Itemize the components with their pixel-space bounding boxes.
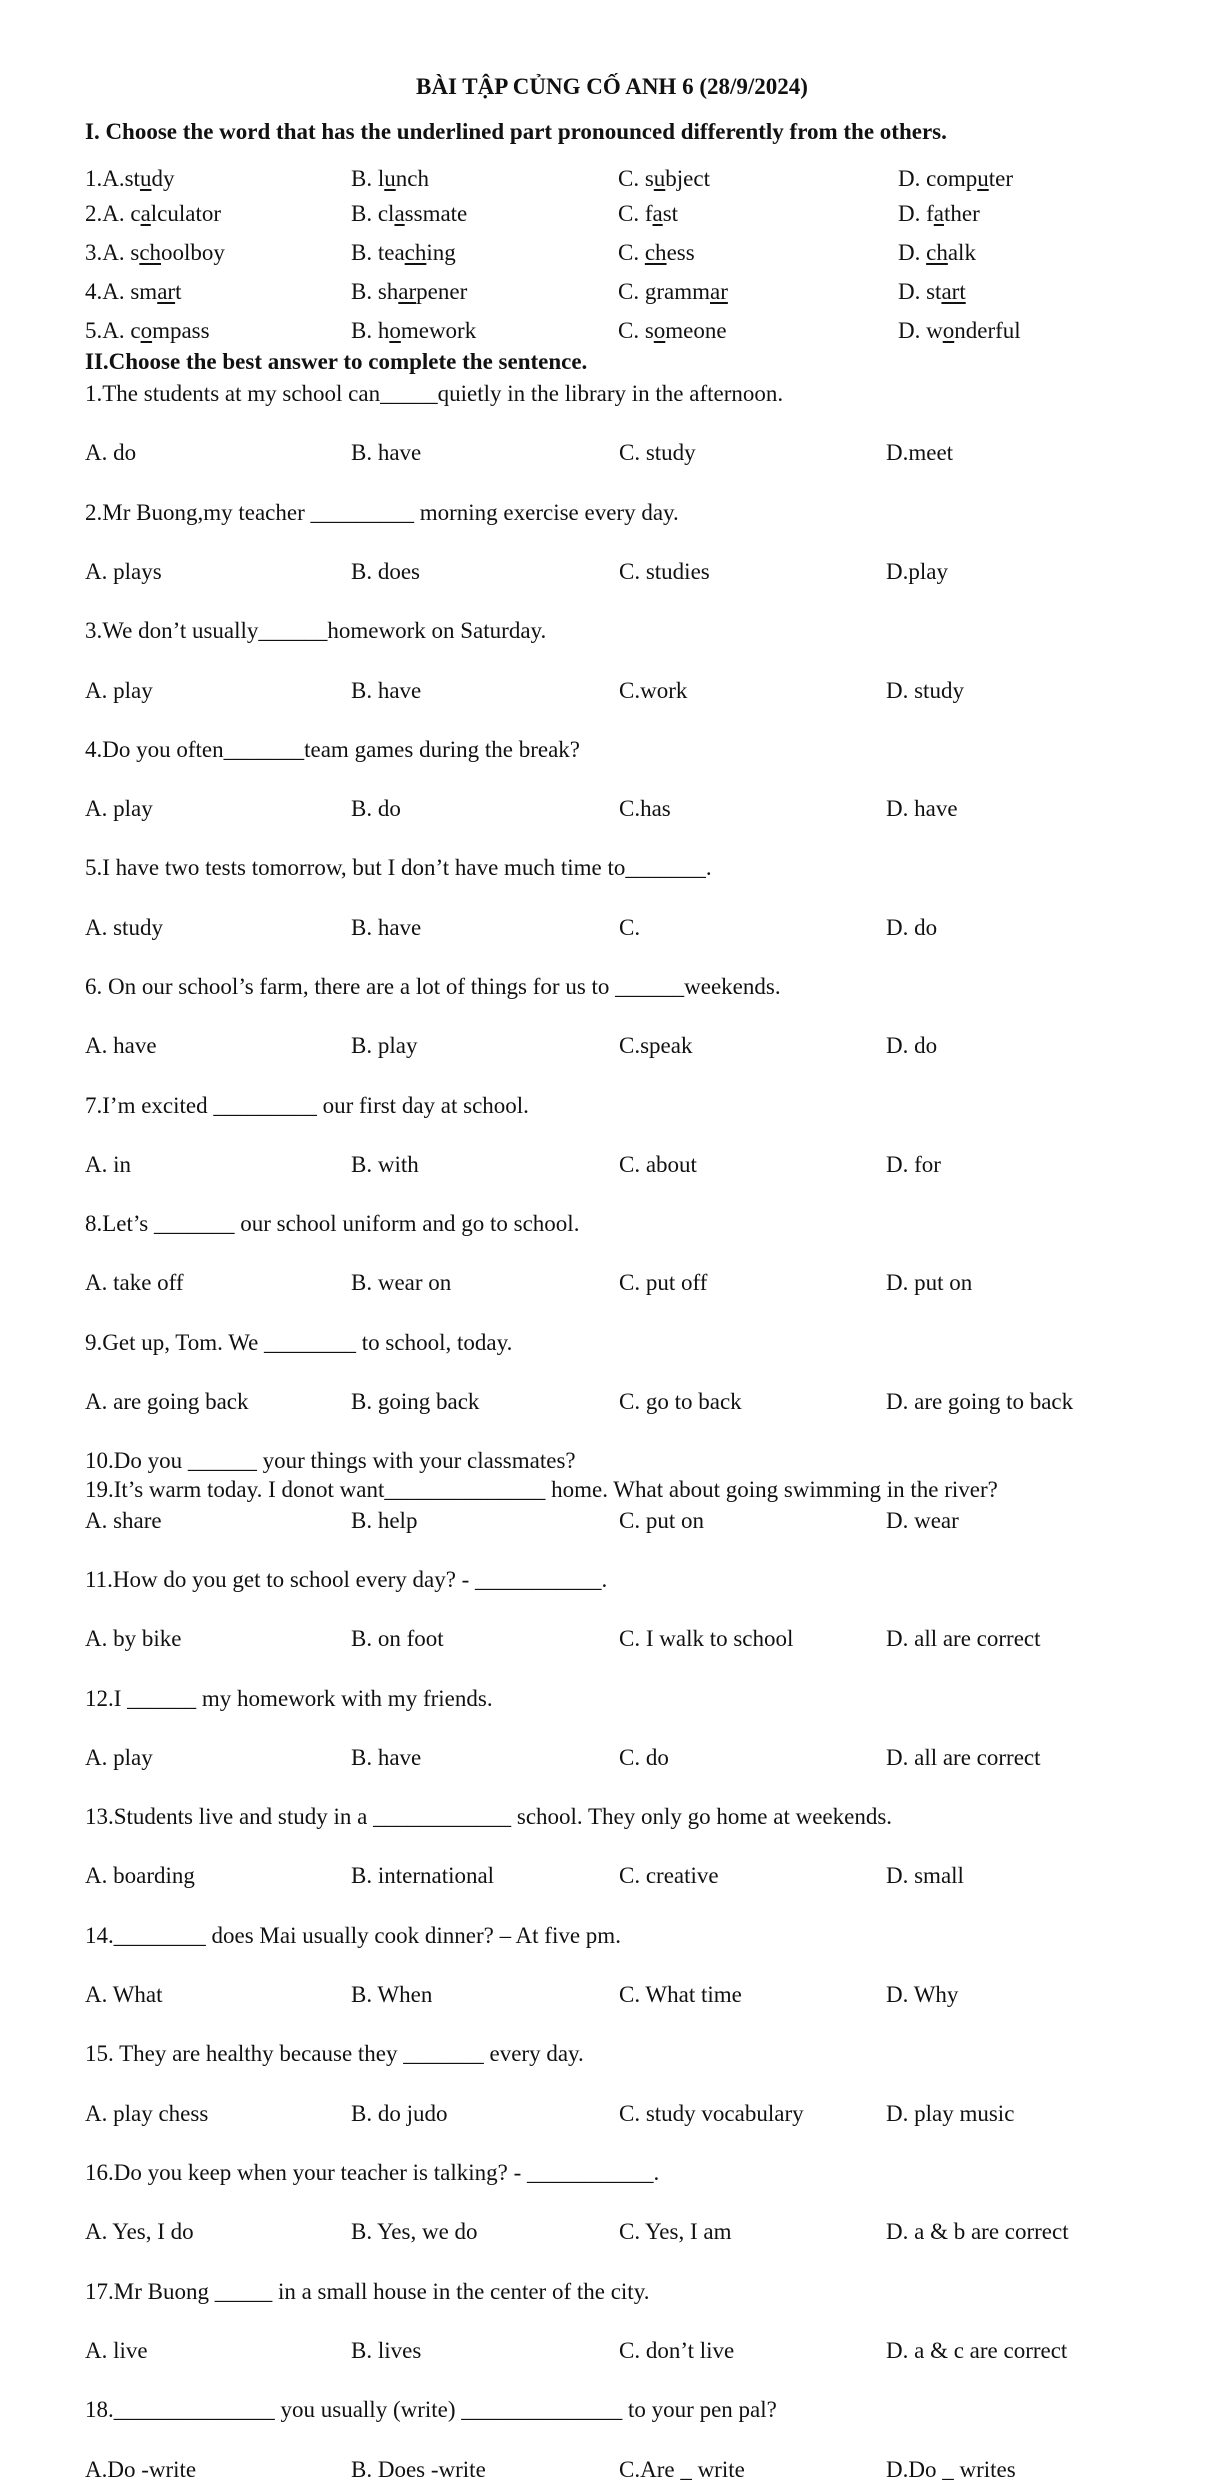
answer-option-a: A. Yes, I do [85,2219,194,2244]
answer-option-c: C. study [619,440,696,465]
underlined-part: u [653,166,666,191]
option-b [351,164,429,194]
underlined-part: a [394,201,405,226]
section-1-heading: I. Choose the word that has the underlined part pronounced differently from the others. [85,119,947,144]
option-text: B. cl [351,201,395,226]
answer-option-b: B. play [351,1033,418,1058]
answer-option-b: B. help [351,1508,418,1533]
underlined-part: o [140,318,153,343]
answer-option-c: C.work [619,678,688,703]
question-text: 5.I have two tests tomorrow, but I don’t have much time to_______. [85,855,712,880]
answer-option-c: C. [619,915,641,940]
option-text: D. st [898,279,942,304]
option-text: ter [988,166,1013,191]
option-text: C. s [618,318,654,343]
answer-option-d: D. all are correct [886,1626,1041,1651]
answer-option-b: B. do [351,796,401,821]
answer-option-c: C. don’t live [619,2338,735,2363]
answer-option-d: D. do [886,1033,938,1058]
underlined-part: u [384,166,396,191]
answer-option-b: B. When [351,1982,433,2007]
question-text: 14.________ does Mai usually cook dinner? – At five pm. [85,1923,621,1948]
underlined-part: ar [157,279,176,304]
answer-option-d: D. play music [886,2101,1015,2126]
option-b [351,277,467,307]
answer-option-c: C. creative [619,1863,719,1888]
worksheet-title: BÀI TẬP CỦNG CỐ ANH 6 (28/9/2024) [416,74,808,99]
answer-option-b: B. wear on [351,1270,452,1295]
answer-options-row [85,438,1185,468]
answer-options-row [85,676,1185,706]
answer-option-c: C.Are _ write [619,2457,745,2482]
option-text: mework [400,318,477,343]
answer-option-d: D. a & c are correct [886,2338,1068,2363]
option-text: D. f [898,201,934,226]
question-text: 4.Do you often_______team games during the break? [85,737,581,762]
answer-option-b: B. does [351,559,420,584]
answer-option-d: D. do [886,915,938,940]
section-2-heading: II.Choose the best answer to complete the sentence. [85,349,588,374]
option-b [351,238,456,268]
option-text: D. comp [898,166,978,191]
answer-option-a: A. have [85,1033,157,1058]
option-text: alk [947,240,976,265]
answer-option-a: A. plays [85,559,162,584]
question-text: 12.I ______ my homework with my friends. [85,1686,493,1711]
answer-option-c: C. studies [619,559,710,584]
answer-option-d: D. Why [886,1982,959,2007]
option-text: nch [395,166,429,191]
underlined-part: ch [644,240,667,265]
question-text: 3.We don’t usually______homework on Saturday. [85,618,547,643]
answer-option-b: B. going back [351,1389,480,1414]
question-text: 6. On our school’s farm, there are a lot of things for us to ______weekends. [85,974,781,999]
answer-option-b: B. have [351,440,422,465]
underlined-part: u [977,166,989,191]
answer-option-b: B. on foot [351,1626,444,1651]
answer-options-row [85,1624,1185,1654]
option-text: 2.A. c [85,201,141,226]
option-text: nderful [954,318,1021,343]
option-text: dy [151,166,175,191]
option-b [351,316,476,346]
answer-options-row [85,1980,1185,2010]
option-c [618,199,678,229]
option-text: ing [426,240,456,265]
option-a [85,316,210,346]
option-text: lculator [150,201,222,226]
question-text: 9.Get up, Tom. We ________ to school, today. [85,1330,513,1355]
underlined-part: ch [926,240,948,265]
answer-option-d: D.Do _ writes [886,2457,1016,2482]
pronunciation-row [85,164,1185,194]
answer-options-row [85,794,1185,824]
option-c [618,164,710,194]
answer-option-a: A. play [85,796,153,821]
option-d [898,316,1021,346]
answer-option-c: C. Yes, I am [619,2219,732,2244]
answer-options-row [85,2099,1185,2129]
answer-option-d: D. for [886,1152,941,1177]
option-text: ess [666,240,695,265]
option-text: ther [944,201,980,226]
question-text: 8.Let’s _______ our school uniform and go to school. [85,1211,580,1236]
option-b [351,199,467,229]
option-d [898,277,966,307]
underlined-part: art [941,279,966,304]
question-text: 11.How do you get to school every day? - ___________. [85,1567,608,1592]
option-text: D. w [898,318,943,343]
option-text: oolboy [161,240,225,265]
underlined-part: o [653,318,666,343]
answer-option-b: B. have [351,1745,422,1770]
answer-options-row [85,1506,1185,1536]
answer-option-a: A. are going back [85,1389,249,1414]
question-text: 10.Do you ______ your things with your classmates? [85,1448,576,1473]
question-text: 15. They are healthy because they _______ every day. [85,2041,584,2066]
answer-option-a: A. boarding [85,1863,195,1888]
answer-option-b: B. Does -write [351,2457,486,2482]
answer-option-d: D.meet [886,440,954,465]
answer-option-c: C. put off [619,1270,708,1295]
answer-option-b: B. have [351,678,422,703]
option-text: B. h [351,318,390,343]
question-text: 19.It’s warm today. I donot want______________ home. What about going swimming in the river? [85,1477,998,1502]
answer-option-b: B. lives [351,2338,422,2363]
answer-option-d: D. have [886,796,958,821]
option-text: 5.A. c [85,318,141,343]
option-c [618,316,727,346]
question-text: 18.______________ you usually (write) ______________ to your pen pal? [85,2397,777,2422]
question-text: 7.I’m excited _________ our first day at school. [85,1093,529,1118]
underlined-part: o [389,318,401,343]
option-text: st [662,201,679,226]
option-text: 4.A. sm [85,279,158,304]
answer-option-a: A. share [85,1508,162,1533]
option-text: C. gramm [618,279,710,304]
option-text: C. [618,240,645,265]
option-text: C. f [618,201,653,226]
option-a [85,238,225,268]
underlined-part: ch [139,240,162,265]
answer-option-c: C. put on [619,1508,704,1533]
answer-option-d: D. small [886,1863,964,1888]
option-text: B. l [351,166,385,191]
question-text: 2.Mr Buong,my teacher _________ morning exercise every day. [85,500,679,525]
answer-options-row [85,1031,1185,1061]
answer-option-b: B. international [351,1863,495,1888]
answer-option-a: A. take off [85,1270,184,1295]
answer-option-a: A. study [85,915,163,940]
answer-option-c: C. I walk to school [619,1626,794,1651]
underlined-part: a [933,201,944,226]
option-d [898,164,1013,194]
option-a [85,164,174,194]
answer-option-b: B. have [351,915,422,940]
underlined-part: a [652,201,663,226]
answer-option-a: A.Do -write [85,2457,197,2482]
answer-option-b: B. Yes, we do [351,2219,478,2244]
answer-option-c: C. study vocabulary [619,2101,804,2126]
answer-option-c: C. What time [619,1982,742,2007]
question-text: 13.Students live and study in a ____________ school. They only go home at weekends. [85,1804,893,1829]
option-d [898,199,980,229]
answer-options-row [85,913,1185,943]
answer-option-c: C. do [619,1745,669,1770]
option-text: mpass [152,318,210,343]
answer-option-d: D. a & b are correct [886,2219,1069,2244]
answer-options-row [85,1150,1185,1180]
underlined-part: ar [398,279,417,304]
underlined-part: ar [710,279,728,304]
underlined-part: a [140,201,151,226]
option-text: 1.A.st [85,166,140,191]
answer-option-d: D. are going to back [886,1389,1074,1414]
answer-options-row [85,557,1185,587]
answer-option-c: C. go to back [619,1389,742,1414]
pronunciation-row [85,238,1185,268]
option-text: meone [665,318,727,343]
answer-option-a: A. play [85,1745,153,1770]
option-text: t [175,279,182,304]
answer-option-c: C.speak [619,1033,693,1058]
answer-option-a: A. play [85,678,153,703]
answer-options-row [85,2336,1185,2366]
question-text: 16.Do you keep when your teacher is talking? - ___________. [85,2160,660,2185]
option-text: 3.A. s [85,240,140,265]
answer-option-d: D.play [886,559,948,584]
answer-option-a: A. What [85,1982,163,2007]
question-text: 17.Mr Buong _____ in a small house in the center of the city. [85,2279,650,2304]
answer-option-d: D. wear [886,1508,959,1533]
pronunciation-row [85,277,1185,307]
option-d [898,238,976,268]
answer-options-row [85,1861,1185,1891]
underlined-part: o [942,318,955,343]
answer-option-a: A. by bike [85,1626,182,1651]
option-text: pener [416,279,468,304]
option-text: B. sh [351,279,399,304]
answer-options-row [85,2455,1185,2485]
answer-option-c: C. about [619,1152,697,1177]
answer-option-a: A. in [85,1152,131,1177]
answer-options-row [85,1268,1185,1298]
answer-option-d: D. study [886,678,964,703]
option-c [618,238,695,268]
answer-option-a: A. do [85,440,137,465]
option-text: C. s [618,166,654,191]
option-text: ssmate [404,201,468,226]
option-text: B. tea [351,240,405,265]
pronunciation-row [85,199,1185,229]
answer-option-b: B. do judo [351,2101,448,2126]
answer-option-a: A. play chess [85,2101,209,2126]
option-c [618,277,728,307]
answer-option-b: B. with [351,1152,419,1177]
answer-option-c: C.has [619,796,671,821]
answer-option-a: A. live [85,2338,148,2363]
pronunciation-row [85,316,1185,346]
answer-options-row [85,1387,1185,1417]
option-a [85,277,181,307]
option-text: D. [898,240,927,265]
option-text: bject [665,166,710,191]
question-text: 1.The students at my school can_____quietly in the library in the afternoon. [85,381,784,406]
underlined-part: u [139,166,152,191]
answer-options-row [85,2217,1185,2247]
answer-option-d: D. all are correct [886,1745,1041,1770]
answer-options-row [85,1743,1185,1773]
answer-option-d: D. put on [886,1270,973,1295]
option-a [85,199,221,229]
underlined-part: ch [404,240,427,265]
